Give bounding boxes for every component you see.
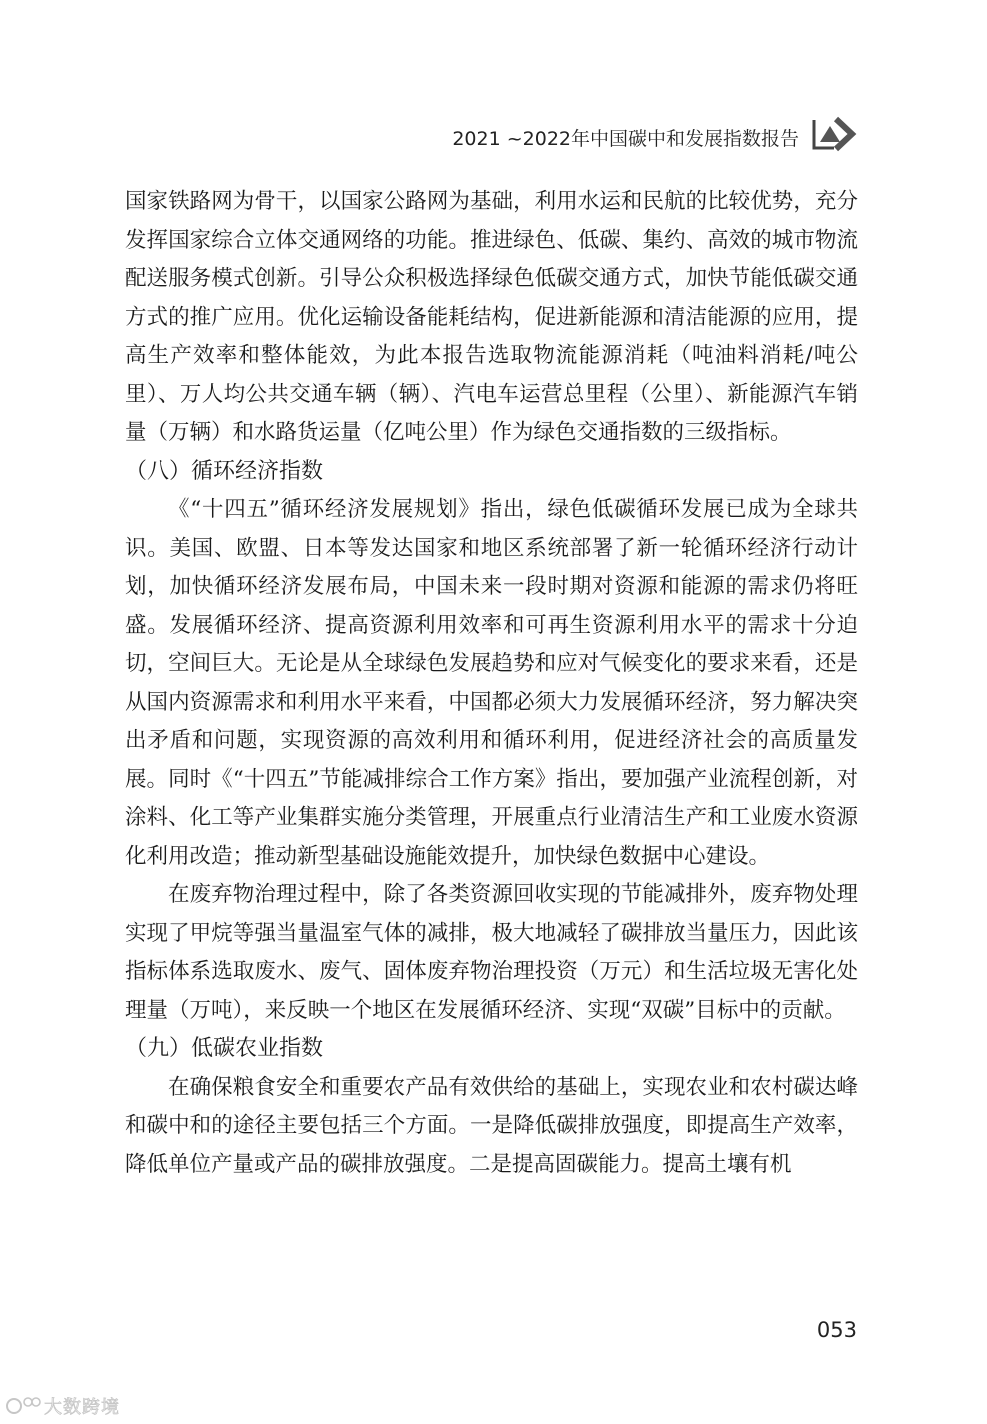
page-body	[125, 183, 858, 1184]
section-heading-low-carbon-agriculture: （九）低碳农业指数	[125, 1036, 324, 1061]
section-heading-circular-economy: （八）循环经济指数	[125, 458, 324, 484]
paragraph-low-carbon-agriculture-1: 在确保粮食安全和重要农产品有效供给的基础上，实现农业和农村碳达峰和碳中和的途径主要包括三个方面。一是降低碳排放强度，即提高生产效率，降低单位产量或产品的碳排放强度。二是提高固碳能力。提高土壤有机	[125, 1074, 858, 1177]
paragraph-green-transport: 国家铁路网为骨干，以国家公路网为基础，利用水运和民航的比较优势，充分发挥国家综合立体交通网络的功能。推进绿色、低碳、集约、高效的城市物流配送服务模式创新。引导公众积极选择绿色低碳交通方式，加快节能低碳交通方式的推广应用。优化运输设备能耗结构，促进新能源和清洁能源的应用，提高生产效率和整体能效，为此本报告选取物流能源消耗（吨油料消耗/吨公里）、万人均公共交通车辆（辆）、汽电车运营总里程（公里）、新能源汽车销量（万辆）和水路货运量（亿吨公里）作为绿色交通指数的三级指标。	[125, 189, 858, 445]
paragraph-circular-economy-2: 在废弃物治理过程中，除了各类资源回收实现的节能减排外，废弃物处理实现了甲烷等强当量温室气体的减排，极大地减轻了碳排放当量压力，因此该指标体系选取废水、废气、固体废弃物治理投资（万元）和生活垃圾无害化处理量（万吨），来反映一个地区在发展循环经济、实现“双碳”目标中的贡献。	[125, 882, 858, 1023]
page-number: 053	[816, 1318, 857, 1342]
chevron-arrow-icon	[812, 116, 860, 152]
watermark-logo-icon	[4, 1394, 42, 1418]
running-header	[0, 118, 987, 158]
report-title: 2021 ~2022年中国碳中和发展指数报告	[452, 128, 799, 150]
watermark	[4, 1393, 120, 1419]
watermark-text: 大数跨境	[44, 1397, 120, 1418]
paragraph-circular-economy-1: 《“十四五”循环经济发展规划》指出，绿色低碳循环发展已成为全球共识。美国、欧盟、日本等发达国家和地区系统部署了新一轮循环经济行动计划，加快循环经济发展布局，中国未来一段时期对资源和能源的需求仍将旺盛。发展循环经济、提高资源利用效率和可再生资源利用水平的需求十分迫切，空间巨大。无论是从全球绿色发展趋势和应对气候变化的要求来看，还是从国内资源需求和利用水平来看，中国都必须大力发展循环经济，努力解决突出矛盾和问题，实现资源的高效利用和循环利用，促进经济社会的高质量发展。同时《“十四五”节能减排综合工作方案》指出，要加强产业流程创新，对涂料、化工等产业集群实施分类管理，开展重点行业清洁生产和工业废水资源化利用改造；推动新型基础设施能效提升，加快绿色数据中心建设。	[125, 497, 858, 869]
